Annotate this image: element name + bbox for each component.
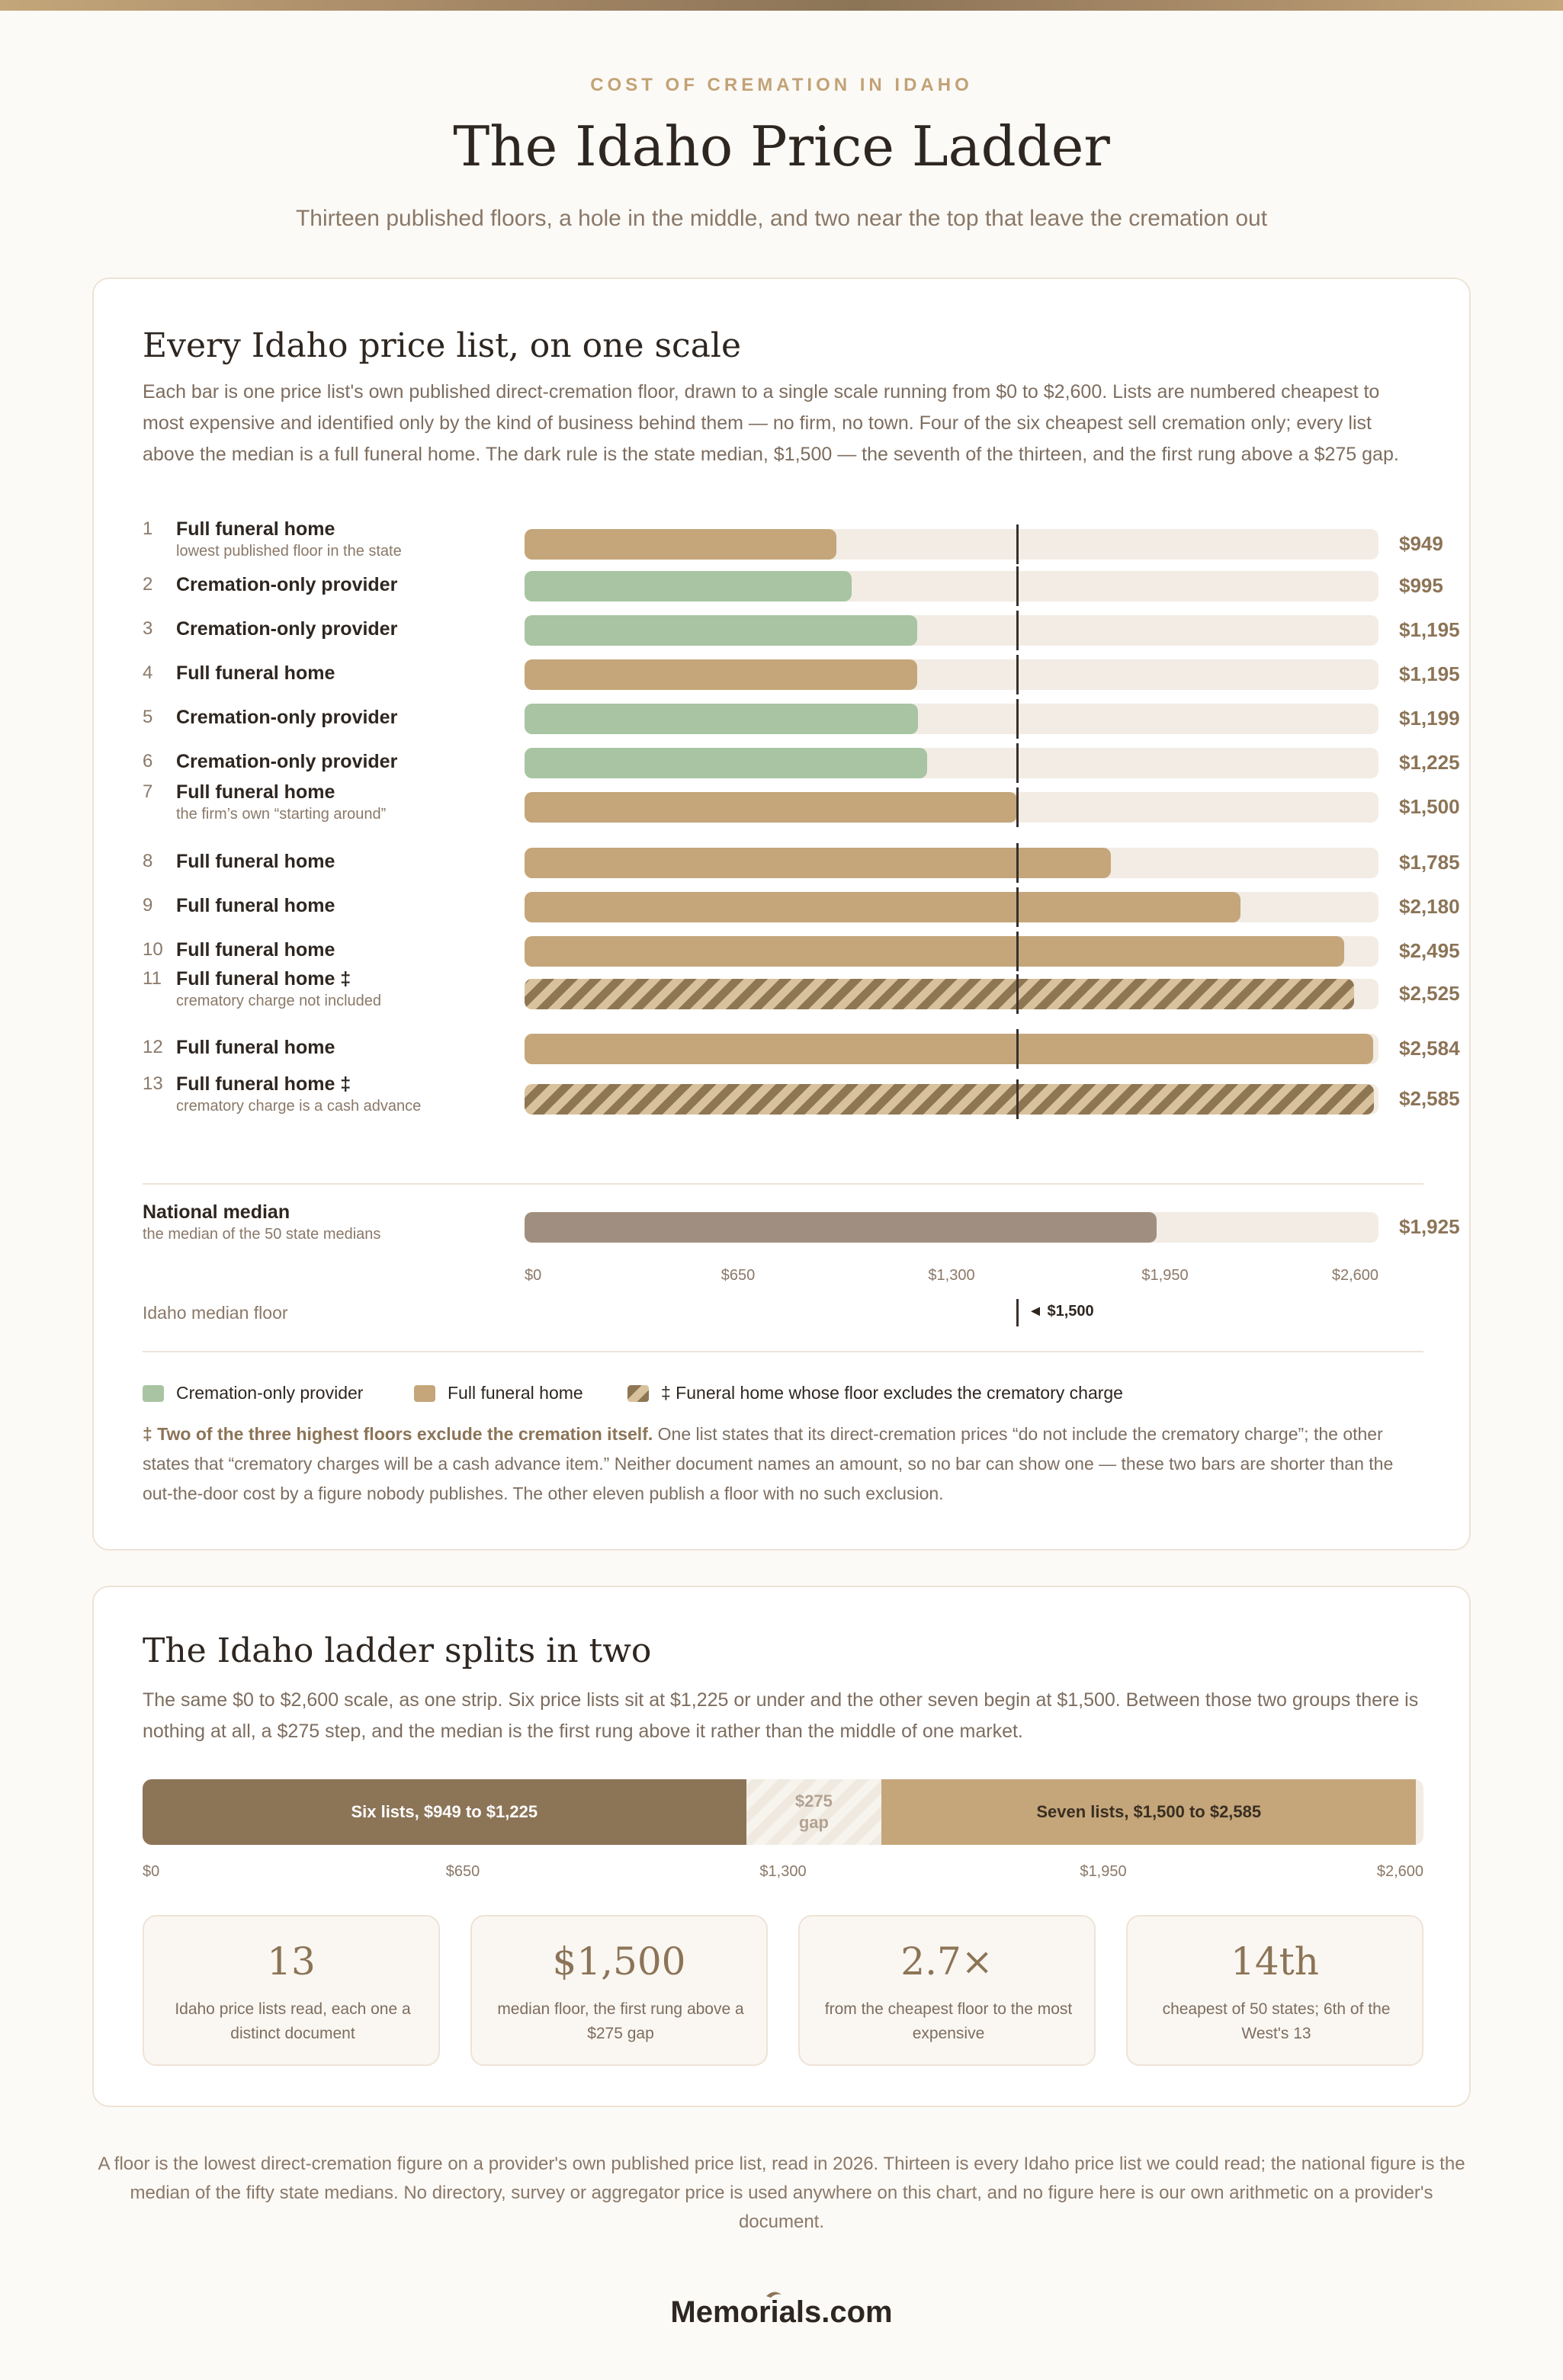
bar-value-label: $2,495 (1399, 939, 1460, 962)
row-label: Full funeral home (176, 939, 335, 961)
brand-wordmark: Memorials.com (670, 2295, 893, 2329)
bar-track (525, 979, 1378, 1009)
row-rank: 8 (143, 851, 153, 871)
card-description: Each bar is one price list's own published direct-cremation floor, drawn to a single scale running from $0 to $2,600. Lists are numbered cheapest to most expensive and identified only by the kind of business behind them — no firm, no town. Four of the six cheapest sell cremation only; every list above the median is a full funeral home. The dark rule is the state median, $1,500 — the seventh of the thirteen, and the first rung above a $275 gap. (143, 381, 1399, 465)
row-sublabel: crematory charge not included (176, 993, 382, 1009)
bar-value-label: $1,199 (1399, 707, 1460, 730)
row-sublabel: lowest published floor in the state (176, 543, 402, 560)
median-rule (1016, 566, 1019, 606)
legend-swatch (627, 1385, 649, 1402)
bar-track (525, 936, 1378, 967)
bar-track (525, 659, 1378, 690)
page-subtitle: Thirteen published floors, a hole in the middle, and two near the top that leave the cremation out (295, 206, 1268, 231)
legend-label: Cremation-only provider (176, 1383, 364, 1403)
split-strip (143, 1779, 1423, 1845)
bar-value-label: $2,585 (1399, 1087, 1460, 1110)
row-rank: 3 (143, 618, 153, 639)
bar (525, 748, 927, 778)
strip-tick-label: $0 (143, 1863, 160, 1880)
stat-card (143, 1915, 440, 2066)
median-rule (1016, 787, 1019, 827)
bar-track (525, 892, 1378, 922)
bar-value-label: $949 (1399, 532, 1443, 555)
bar-track (525, 1034, 1378, 1064)
x-tick-label: $1,950 (1141, 1267, 1189, 1284)
bar-value-label: $1,225 (1399, 751, 1460, 774)
bar (525, 704, 918, 734)
stat-label: median floor, the first rung above a $275 gap (497, 2000, 744, 2042)
bar (525, 529, 836, 560)
bar-value-label: $2,180 (1399, 895, 1460, 918)
strip-segment (881, 1779, 1416, 1845)
x-tick-label: $650 (721, 1267, 756, 1284)
bar (525, 659, 917, 690)
bar-track (525, 748, 1378, 778)
bar-value-label: $1,785 (1399, 851, 1460, 874)
price-ladder-card (92, 277, 1471, 1551)
bar-value-label: $1,195 (1399, 662, 1460, 685)
row-label: Cremation-only provider (176, 618, 398, 640)
national-sublabel: the median of the 50 state medians (143, 1226, 381, 1243)
stat-value: 2.7× (900, 1939, 993, 1984)
x-tick-label: $2,600 (1331, 1267, 1378, 1284)
stat-value: 14th (1231, 1939, 1319, 1984)
median-rule (1016, 611, 1019, 650)
memorials-logo-icon (667, 2287, 896, 2333)
national-divider (143, 1183, 1423, 1185)
segment-label: Six lists, $949 to $1,225 (351, 1802, 538, 1821)
median-marker-rule (1016, 1299, 1019, 1326)
median-rule (1016, 887, 1019, 927)
bar-value-label: $2,525 (1399, 982, 1460, 1005)
bar (525, 936, 1344, 967)
top-accent-bar (0, 0, 1563, 11)
bar-track (525, 571, 1378, 601)
bar (525, 571, 852, 601)
row-label: Full funeral home (176, 518, 335, 540)
card-title: Every Idaho price list, on one scale (143, 326, 742, 365)
exclusion-note-body: One list states that its direct-cremation prices “do not include the crematory charge”; the other states that “crematory charges will be a cash advance item.” Neither document names an amount, so no bar can show one — these two bars are shorter than the out-the-door cost by a figure nobody publishes. The other eleven publish a floor with no such exclusion. (143, 1424, 1394, 1503)
stat-card (470, 1915, 768, 2066)
row-label: Full funeral home (176, 781, 335, 803)
row-rank: 5 (143, 707, 153, 727)
stat-value: 13 (267, 1939, 316, 1984)
national-label: National median (143, 1201, 290, 1223)
row-rank: 7 (143, 781, 153, 802)
bar (525, 979, 1354, 1009)
row-rank: 6 (143, 751, 153, 771)
median-rule (1016, 699, 1019, 739)
card-description: The same $0 to $2,600 scale, as one strip. Six price lists sit at $1,225 or under and the other seven begin at $1,500. Between those two groups there is nothing at all, a $275 step, and the median is the first rung above it rather than the middle of one market. (143, 1689, 1419, 1742)
row-rank: 13 (143, 1073, 163, 1094)
brand-logo[interactable] (0, 2287, 1563, 2337)
median-rule (1016, 932, 1019, 971)
exclusion-note-lead: ‡ Two of the three highest floors exclude the cremation itself. (143, 1424, 653, 1444)
segment-sublabel: gap (798, 1813, 829, 1832)
eyebrow: COST OF CREMATION IN IDAHO (590, 75, 973, 95)
row-rank: 12 (143, 1037, 163, 1057)
exclusion-note (143, 1419, 1423, 1509)
legend-label: Full funeral home (448, 1383, 583, 1403)
stat-card (1126, 1915, 1423, 2066)
bar (525, 892, 1240, 922)
national-bar (525, 1212, 1157, 1243)
median-rule (1016, 974, 1019, 1014)
strip-tick-label: $2,600 (1376, 1863, 1423, 1880)
x-tick-label: $1,300 (928, 1267, 975, 1284)
median-rule (1016, 743, 1019, 783)
national-track (525, 1212, 1378, 1243)
median-row-label: Idaho median floor (143, 1303, 288, 1323)
row-label: Cremation-only provider (176, 574, 398, 595)
strip-segment (143, 1779, 746, 1845)
bar-value-label: $2,584 (1399, 1037, 1460, 1060)
national-value-label: $1,925 (1399, 1215, 1460, 1238)
bar-value-label: $1,500 (1399, 795, 1460, 818)
segment-label: Seven lists, $1,500 to $2,585 (1036, 1802, 1262, 1821)
bar-track (525, 529, 1378, 560)
stat-label: cheapest of 50 states; 6th of the West's 13 (1162, 2000, 1391, 2042)
bar-value-label: $1,195 (1399, 618, 1460, 641)
bar (525, 1084, 1374, 1115)
x-tick-label: $0 (525, 1267, 542, 1284)
row-rank: 4 (143, 662, 153, 683)
bar (525, 848, 1111, 878)
legend-label: ‡ Funeral home whose floor excludes the crematory charge (661, 1383, 1123, 1403)
segment-label: $275 (794, 1791, 833, 1811)
strip-tick-label: $650 (445, 1863, 480, 1880)
row-label: Full funeral home ‡ (176, 968, 351, 990)
legend-swatch (414, 1385, 435, 1402)
card-title: The Idaho ladder splits in two (143, 1631, 652, 1670)
row-label: Cremation-only provider (176, 751, 398, 772)
row-label: Full funeral home (176, 851, 335, 872)
median-marker-label: ◄ $1,500 (1028, 1303, 1094, 1320)
bar-track (525, 792, 1378, 823)
median-rule (1016, 524, 1019, 564)
bar-track (525, 704, 1378, 734)
row-label: Cremation-only provider (176, 707, 398, 728)
split-card (92, 1586, 1471, 2107)
bar-track (525, 615, 1378, 646)
row-sublabel: the firm’s own “starting around” (176, 806, 387, 823)
bar-value-label: $995 (1399, 574, 1443, 597)
stat-value: $1,500 (552, 1939, 686, 1984)
median-rule (1016, 655, 1019, 694)
methodology-footnote: A floor is the lowest direct-cremation figure on a provider's own published price list, read in 2026. Thirteen is every Idaho price list we could read; the national figure is the median of the fifty state medians. No directory, survey or aggregator price is used anywhere on this chart, and no figure here is our own arithmetic on a provider's document. (98, 2154, 1465, 2232)
row-label: Full funeral home (176, 1037, 335, 1058)
bar (525, 615, 917, 646)
median-rule (1016, 843, 1019, 883)
stat-label: from the cheapest floor to the most expensive (824, 2000, 1073, 2042)
strip-segment (746, 1779, 882, 1845)
row-label: Full funeral home (176, 662, 335, 684)
stat-card (798, 1915, 1096, 2066)
row-label: Full funeral home ‡ (176, 1073, 351, 1095)
bar-track (525, 848, 1378, 878)
row-rank: 11 (143, 968, 162, 989)
bar (525, 1034, 1373, 1064)
row-rank: 1 (143, 518, 153, 539)
page-title: The Idaho Price Ladder (453, 114, 1110, 178)
median-rule (1016, 1029, 1019, 1069)
row-label: Full funeral home (176, 895, 335, 916)
strip-tick-label: $1,300 (759, 1863, 807, 1880)
legend-divider (143, 1351, 1423, 1352)
bar (525, 792, 1017, 823)
row-sublabel: crematory charge is a cash advance (176, 1098, 422, 1115)
row-rank: 2 (143, 574, 153, 595)
row-rank: 9 (143, 895, 153, 916)
bar-track (525, 1084, 1378, 1115)
row-rank: 10 (143, 939, 163, 960)
legend-swatch (143, 1385, 164, 1402)
strip-tick-label: $1,950 (1080, 1863, 1127, 1880)
median-rule (1016, 1079, 1019, 1119)
stat-label: Idaho price lists read, each one a distinct document (175, 2000, 411, 2042)
